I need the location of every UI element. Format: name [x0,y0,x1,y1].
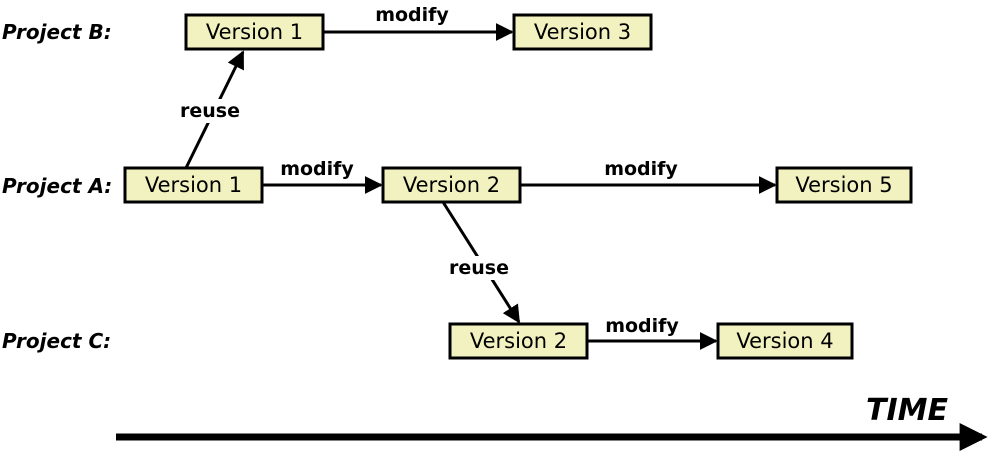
version-node-project-c-c4 [718,324,852,358]
edge-label-modify: modify [375,4,449,26]
project-c-label: Project C: [2,329,112,353]
project-b-label: Project B: [2,20,112,44]
version-node-label: Version 1 [144,173,243,197]
edge-label-modify: modify [604,158,678,180]
edge-label-modify: modify [605,315,679,337]
version-node-project-a-a5 [777,168,911,202]
version-node-label: Version 3 [533,20,632,44]
version-node-project-c-c2 [450,324,587,358]
nodes-layer [125,15,911,358]
edge-label-reuse: reuse [449,257,509,279]
version-node-project-b-b3 [514,15,651,49]
version-node-label: Version 5 [795,173,893,197]
version-node-label: Version 2 [469,329,568,353]
version-node-project-b-b1 [186,15,323,49]
project-a-label: Project A: [2,174,113,198]
time-axis-label: TIME [866,393,948,428]
version-node-label: Version 4 [736,329,834,353]
version-node-project-a-a2 [383,168,520,202]
edge-label-reuse: reuse [180,100,240,122]
version-node-label: Version 2 [402,173,501,197]
version-node-project-a-a1 [125,168,262,202]
version-node-label: Version 1 [205,20,304,44]
edge-label-modify: modify [280,158,354,180]
